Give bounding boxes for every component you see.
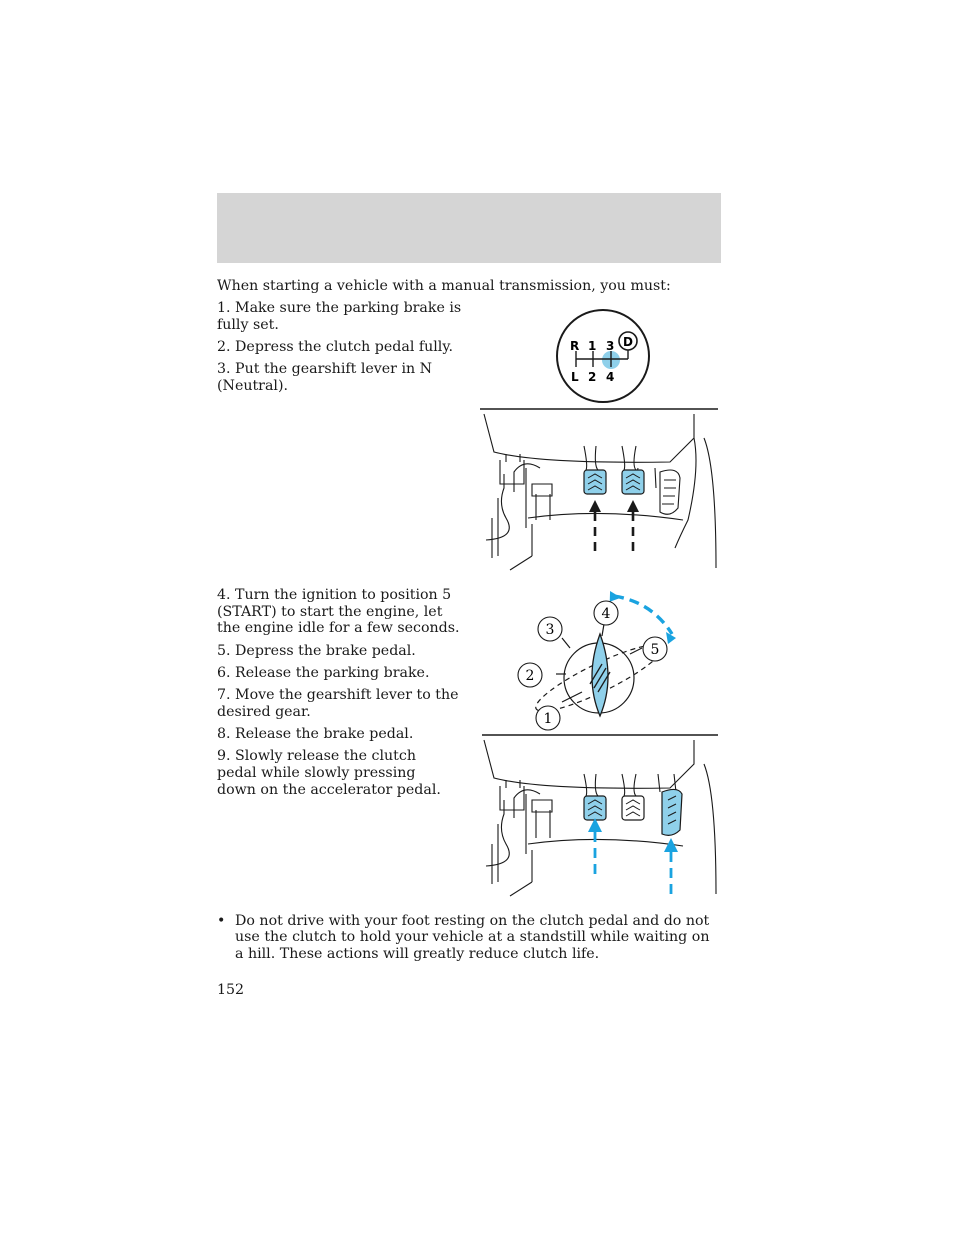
gear-d-label: D bbox=[623, 335, 633, 349]
ignition-position-4: 4 bbox=[601, 606, 611, 622]
step-8: 8. Release the brake pedal. bbox=[217, 725, 414, 742]
steps-list-a bbox=[217, 300, 467, 400]
ignition-position-1: 1 bbox=[543, 711, 553, 727]
step-7: 7. Move the gearshift lever to the desired gear. bbox=[217, 687, 459, 720]
gear-l-label: L bbox=[571, 370, 579, 384]
pedals-clutch-brake-illustration bbox=[480, 408, 720, 570]
ignition-position-5: 5 bbox=[650, 642, 660, 658]
ignition-position-2: 2 bbox=[525, 668, 535, 684]
gear-r-label: R bbox=[570, 339, 580, 353]
step-3: 3. Put the gearshift lever in N (Neutral). bbox=[217, 361, 433, 394]
step-9: 9. Slowly release the clutch pedal while slowly pressing down on the accelerator pedal. bbox=[217, 748, 441, 798]
step-2: 2. Depress the clutch pedal fully. bbox=[217, 338, 453, 355]
ignition-position-3: 3 bbox=[545, 622, 555, 638]
ignition-switch-icon bbox=[516, 588, 682, 736]
steps-list-b bbox=[217, 587, 469, 804]
shift-pattern-icon bbox=[556, 311, 652, 407]
pedals-clutch-accelerator-illustration bbox=[480, 734, 720, 900]
intro-text: When starting a vehicle with a manual transmission, you must: bbox=[217, 278, 671, 294]
gear-3-label: 3 bbox=[606, 339, 615, 353]
step-5: 5. Depress the brake pedal. bbox=[217, 642, 416, 659]
step-6: 6. Release the parking brake. bbox=[217, 664, 430, 681]
step-4: 4. Turn the ignition to position 5 (START) to start the engine, let the engine idle for a few seconds. bbox=[217, 587, 460, 637]
gear-4-label: 4 bbox=[606, 370, 615, 384]
chapter-header-band bbox=[217, 193, 721, 263]
bullet-dot: • bbox=[217, 913, 226, 929]
step-1: 1. Make sure the parking brake is fully set. bbox=[217, 300, 462, 333]
page-number: 152 bbox=[217, 982, 245, 998]
gear-1-label: 1 bbox=[588, 339, 597, 353]
bullet-text: Do not drive with your foot resting on the clutch pedal and do not use the clutch to hold your vehicle at a standstill while waiting on a hill. These actions will greatly reduce clutch life. bbox=[235, 913, 710, 962]
gear-2-label: 2 bbox=[588, 370, 597, 384]
